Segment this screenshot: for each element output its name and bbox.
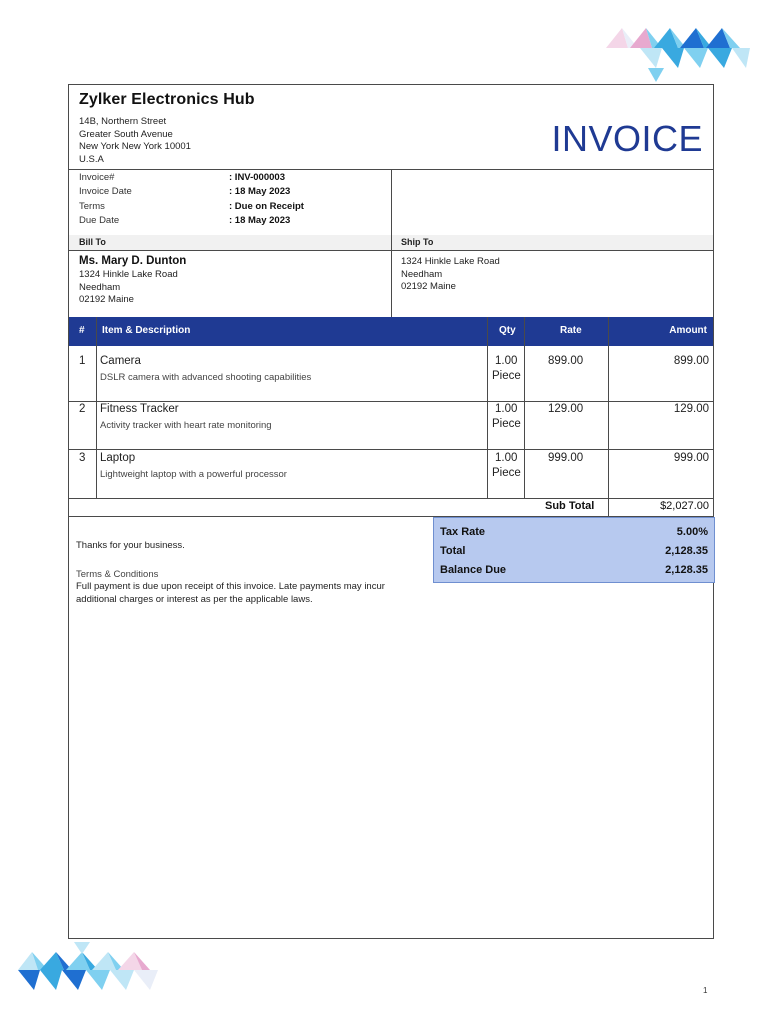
item-rate: 999.00 (548, 452, 584, 464)
terms-title: Terms & Conditions (76, 569, 159, 580)
meta-value: : Due on Receipt (229, 200, 304, 212)
column-header-item: Item & Description (102, 325, 191, 336)
column-header-qty: Qty (499, 325, 516, 336)
decorative-triangles-top (600, 22, 750, 84)
ship-to-label: Ship To (401, 237, 434, 247)
item-name: Fitness Tracker (100, 403, 179, 415)
ship-to-address-line: 1324 Hinkle Lake Road (401, 256, 500, 267)
item-amount: 129.00 (673, 403, 709, 415)
company-address-line: 14B, Northern Street (79, 116, 167, 127)
column-header-rate: Rate (560, 325, 582, 336)
item-rate: 129.00 (548, 403, 584, 415)
meta-value: : 18 May 2023 (229, 186, 291, 198)
ship-to-address-line: Needham (401, 268, 443, 280)
tax-rate-value: 5.00% (676, 526, 708, 538)
meta-value: : 18 May 2023 (229, 214, 291, 226)
divider (69, 401, 713, 402)
item-description: Lightweight laptop with a powerful processor (100, 469, 287, 480)
company-address-line: U.S.A (79, 154, 104, 166)
subtotal-value: $2,027.00 (660, 500, 709, 512)
item-name: Camera (100, 355, 141, 367)
item-unit: Piece (492, 418, 521, 430)
ship-to-block (401, 256, 500, 294)
column-header-number: # (79, 325, 85, 336)
company-address (79, 116, 255, 167)
meta-row (79, 200, 379, 214)
item-rate: 899.00 (548, 355, 584, 367)
divider (608, 317, 609, 516)
row-number: 3 (79, 452, 86, 464)
thanks-note: Thanks for your business. (76, 540, 185, 551)
tax-rate-label: Tax Rate (440, 526, 486, 538)
column-header-amount: Amount (669, 325, 707, 336)
invoice-title: INVOICE (551, 118, 703, 159)
item-qty: 1.00 (495, 452, 518, 464)
item-amount: 899.00 (673, 355, 709, 367)
item-qty: 1.00 (495, 403, 518, 415)
item-amount: 999.00 (673, 452, 709, 464)
item-qty: 1.00 (495, 355, 518, 367)
terms-text: Full payment is due upon receipt of this invoice. Late payments may incur additional charges or interest as per the applicable laws. (76, 581, 385, 605)
divider (487, 317, 488, 498)
company-address-line: New York New York 10001 (79, 141, 191, 153)
divider (69, 449, 713, 450)
divider (524, 317, 525, 498)
meta-row (79, 214, 379, 228)
ship-to-address-line: 02192 Maine (401, 281, 456, 293)
subtotal-label: Sub Total (545, 500, 595, 512)
item-name: Laptop (100, 452, 136, 464)
company-name: Zylker Electronics Hub (79, 91, 255, 108)
balance-due-row (440, 564, 708, 582)
page-number: 1 (703, 986, 708, 995)
meta-label: Due Date (79, 214, 120, 226)
balance-due-value: 2,128.35 (665, 564, 708, 576)
meta-row (79, 185, 379, 199)
item-unit: Piece (492, 467, 521, 479)
item-unit: Piece (492, 370, 521, 382)
customer-name: Ms. Mary D. Dunton (79, 255, 187, 267)
bill-to-block (79, 254, 186, 307)
totals-box (433, 517, 715, 583)
row-number: 1 (79, 355, 86, 367)
row-number: 2 (79, 403, 86, 415)
divider (391, 235, 392, 317)
meta-value: : INV-000003 (229, 172, 285, 183)
bill-to-address-line: Needham (79, 281, 121, 293)
invoice-document (68, 84, 714, 939)
total-value: 2,128.35 (665, 545, 708, 557)
company-block (79, 89, 255, 167)
tax-rate-row (440, 526, 708, 544)
decorative-triangles-bottom (14, 940, 164, 1002)
bill-to-address-line: 02192 Maine (79, 294, 134, 306)
invoice-meta (79, 171, 379, 228)
item-description: DSLR camera with advanced shooting capabilities (100, 372, 312, 383)
meta-label: Invoice Date (79, 186, 132, 198)
total-label: Total (440, 545, 466, 557)
meta-row (79, 171, 379, 185)
bill-to-address-line: 1324 Hinkle Lake Road (79, 269, 178, 280)
divider (69, 498, 713, 499)
total-row (440, 545, 708, 563)
company-address-line: Greater South Avenue (79, 128, 173, 140)
bill-to-label: Bill To (79, 237, 106, 247)
meta-label: Invoice# (79, 172, 115, 183)
item-description: Activity tracker with heart rate monitoring (100, 420, 272, 431)
divider (96, 317, 97, 498)
meta-label: Terms (79, 200, 105, 212)
balance-due-label: Balance Due (440, 564, 507, 576)
